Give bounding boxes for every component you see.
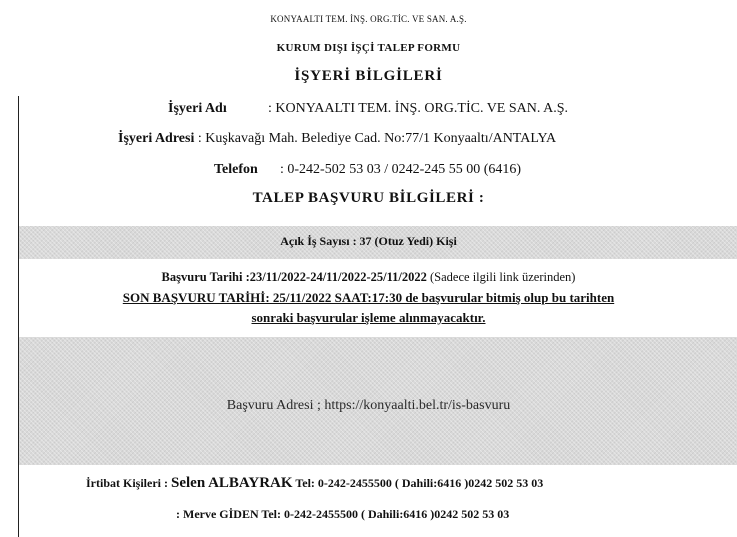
contact-1-name: Selen ALBAYRAK (171, 475, 293, 491)
dates-value: :23/11/2022-24/11/2022-25/11/2022 (242, 270, 427, 284)
workplace-phone-value: : 0-242-502 53 03 / 0242-245 55 00 (6416) (280, 162, 522, 177)
workplace-name-row (168, 101, 568, 117)
openings-label: Açık İş Sayısı (280, 234, 350, 248)
openings-row (0, 234, 737, 249)
deadline-notice-line2: sonraki başvurular işleme alınmayacaktır. (251, 310, 486, 325)
dates-label: Başvuru Tarihi (161, 270, 243, 284)
workplace-phone-label: Telefon (214, 162, 258, 177)
workplace-address-label: İşyeri Adresi (118, 131, 195, 146)
dates-note: (Sadece ilgili link üzerinden) (426, 270, 576, 284)
openings-value: : 37 (Otuz Yedi) Kişi (349, 234, 457, 248)
contact-person-1 (86, 475, 543, 492)
contact-1-details: Tel: 0-242-2455500 ( Dahili:6416 )0242 502 53 03 (292, 476, 544, 490)
contact-person-2: : Merve GİDEN Tel: 0-242-2455500 ( Dahili:6416 )0242 502 53 03 (176, 507, 510, 521)
workplace-address-row (118, 131, 556, 147)
workplace-name-value: : KONYAALTI TEM. İNŞ. ORG.TİC. VE SAN. A.Ş. (268, 101, 568, 116)
workplace-address-value: : Kuşkavağı Mah. Belediye Cad. No:77/1 Konyaaltı/ANTALYA (197, 131, 557, 146)
company-header: KONYAALTI TEM. İNŞ. ORG.TİC. VE SAN. A.Ş. (270, 14, 467, 24)
workplace-name-label: İşyeri Adı (168, 101, 227, 116)
application-address: Başvuru Adresi ; https://konyaalti.bel.tr/is-basvuru (226, 398, 511, 413)
contact-separator: : (161, 476, 171, 490)
form-title: KURUM DIŞI İŞÇİ TALEP FORMU (276, 42, 461, 54)
contacts-label: İrtibat Kişileri (86, 476, 161, 490)
application-section-title: TALEP BAŞVURU BİLGİLERİ : (252, 190, 485, 206)
deadline-notice-line1: SON BAŞVURU TARİHİ: 25/11/2022 SAAT:17:30 de başvurular bitmiş olup bu tarihten (122, 290, 615, 305)
workplace-phone-row (214, 162, 521, 178)
workplace-section-title: İŞYERİ BİLGİLERİ (294, 68, 443, 84)
application-dates-row (0, 270, 737, 285)
